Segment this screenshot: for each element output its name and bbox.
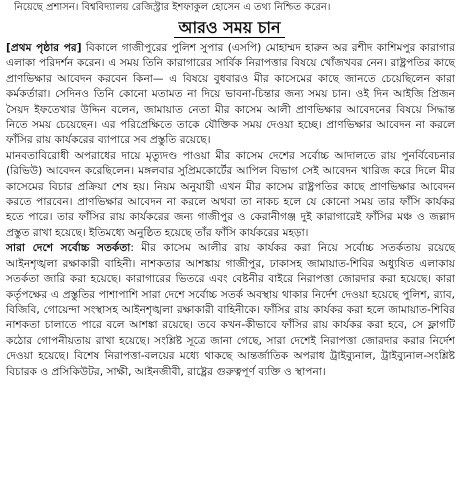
paragraph-3 — [6, 241, 455, 380]
paragraph-2: মানবতাবিরোধী অপরাধের দায়ে মৃত্যুদণ্ড পাওয়া মীর কাসেম দেশের সর্বোচ্চ আদালতে রায় পুনর্বিবেচনার (রিভিউ) আবেদন করেছিলেন। মঙ্গলবার সুপ্রিমকোর্টের আপিল বিভাগ সেই আবেদন খারিজ করে দিলে মীর কাসেমের বিচার প্রক্রিয়া শেষ হয়। নিয়ম অনুযায়ী এখন মীর কাসেম রাষ্ট্রপতির কাছে প্রাণভিক্ষার আবেদন করতে পারবেন। প্রাণভিক্ষার আবেদন না করলে অথবা তা নাকচ হলে যে কোনো সময় তার ফাঁসি কার্যকর হতে পারে। তার ফাঁসির রায় কার্যকরের জন্য গাজীপুর ও কেরানীগঞ্জ দুই কারাগারেই ফাঁসির মঞ্চ ও জল্লাদ প্রস্তুত রাখা হয়েছে। ইতিমধ্যে অনুষ্ঠিত হয়েছে তাঁর ফাঁসি কার্যকরের মহড়া। — [6, 149, 455, 239]
previous-article-fragment: নিয়েছে প্রশাসন। বিশ্ববিদ্যালয় রেজিস্ট্রার ইশফাকুল হোসেন এ তথ্য নিশ্চিত করেন। — [14, 2, 331, 13]
article-body — [0, 41, 459, 380]
paragraph-3-text: : মীর কাসেম আলীর রায় কার্যকর করা নিয়ে সর্বোচ্চ সতর্কতায় রয়েছে আইনশৃঙ্খলা রক্ষাকারী বাহিনী। নাশকতার আশঙ্কায় গাজীপুর, ঢাকাসহ জামায়াত-শিবির অধ্যুষিত এলাকায় সতর্কতা জারি করা হয়েছে। কারাগারের ভিতরে এবং বেষ্টনীর বাইরে নিরাপত্তা জোরদার করা হয়েছে। কারা কর্তৃপক্ষের এ প্রস্তুতির পাশাপাশি সারা দেশে সর্বোচ্চ সতর্ক অবস্থায় থাকার নির্দেশ দেওয়া হয়েছে পুলিশ, র‌্যাব, বিজিবি, গোয়েন্দা সংস্থাসহ আইনশৃঙ্খলা রক্ষাকারী বাহিনীকে। ফাঁসির রায় কার্যকর করা হলে জামায়াত-শিবির নাশকতা চালাতে পারে বলে আশঙ্কা রয়েছে। তবে কখন-কীভাবে ফাঁসির রায় কার্যকর করা হবে, সে ফ্লাগটি কঠোর গোপনীয়তায় রাখা হয়েছে। সংশ্লিষ্ট সূত্রে জানা গেছে, সারা দেশেই নিরাপত্তা জোরদার করার নির্দেশ দেওয়া হয়েছে। বিশেষ নিরাপত্তা-বলয়ের মধ্যে থাকছে আন্তর্জাতিক অপরাধ ট্রাইব্যুনাল, ট্রাইব্যুনাল-সংশ্লিষ্ট বিচারক ও প্রসিকিউটর, সাক্ষী, আইনজীবী, রাষ্ট্রের গুরুত্বপূর্ণ ব্যক্তি ও স্থাপনা। — [6, 242, 455, 378]
paragraph-1-text: বিকালে গাজীপুরের পুলিশ সুপার (এসপি) মোহাম্মদ হারুন অর রশীদ কাশিমপুর কারাগার এলাকা পরিদর্শন করেন। এ সময় তিনি কারাগারের সার্বিক নিরাপত্তার বিষয়ে খোঁজখবর নেন। রাষ্ট্রপতির কাছে প্রাণভিক্ষার আবেদন করবেন কিনা— এ বিষয়ে বুধবারও মীর কাসেমের কাছে জানতে চেয়েছিলেন কারা কর্মকর্তারা। সেদিনও তিনি কোনো মতামত না দিয়ে ভাবনা-চিন্তার জন্য সময় চান। ওই দিন আইজি প্রিজন সৈয়দ ইফতেখার উদ্দিন বলেন, জামায়াত নেতা মীর কাসেম আলী প্রাণভিক্ষার আবেদনের বিষয়ে সিদ্ধান্ত নিতে সময় চেয়েছেন। এর পরিপ্রেক্ষিতে তাকে যৌক্তিক সময় দেওয়া হচ্ছে। প্রাণভিক্ষার আবেদন না করলে ফাঁসির রায় কার্যকরের ব্যাপারে সব প্রস্তুতি রয়েছে। — [6, 42, 456, 147]
paragraph-1 — [6, 41, 455, 149]
sub-heading: সারা দেশে সর্বোচ্চ সতর্কতা — [6, 242, 131, 255]
article-headline — [0, 17, 459, 39]
headline-text: আরও সময় চান — [174, 18, 284, 38]
continuation-label: [প্রথম পৃষ্ঠার পর] — [6, 42, 82, 54]
